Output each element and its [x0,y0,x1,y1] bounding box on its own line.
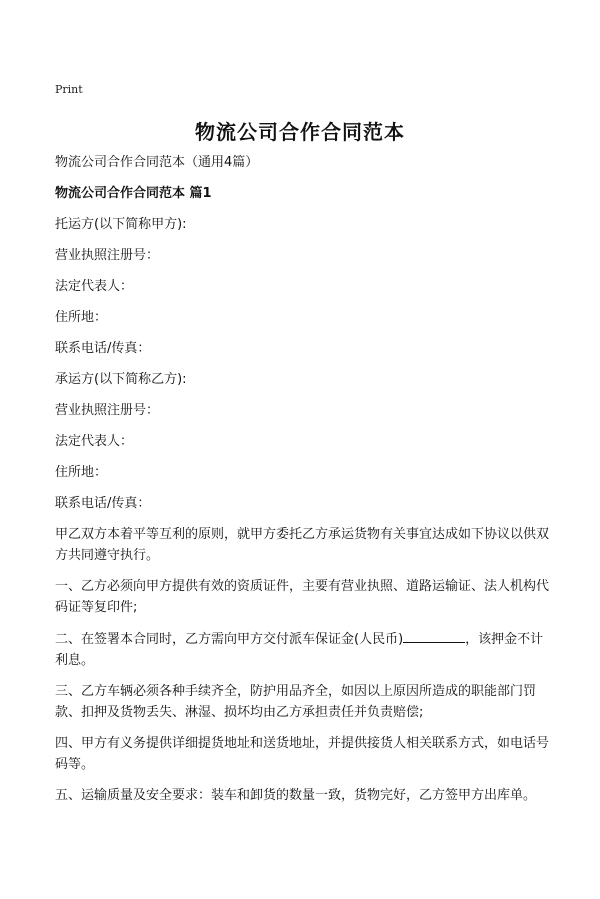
party-a-legal-rep: 法定代表人： [55,279,134,294]
party-a-contact: 联系电话/传真： [55,341,151,356]
document-title: 物流公司合作合同范本 [195,120,405,144]
party-a-address: 住所地： [55,310,108,325]
party-b-address: 住所地： [55,465,108,480]
clause-3: 三、乙方车辆必须各种手续齐全，防护用品齐全，如因以上原因所造成的职能部门罚款、扣押及货物丢失、淋湿、损坏均由乙方承担责任并负责赔偿; [55,684,537,720]
document-body [55,152,552,816]
party-a-license: 营业执照注册号： [55,248,160,263]
party-b-legal-rep: 法定代表人： [55,434,134,449]
clause-4: 四、甲方有义务提供详细提货地址和送货地址，并提供接货人相关联系方式，如电话号码等。 [55,736,550,772]
party-b-license: 营业执照注册号： [55,403,160,418]
clause-1: 一、乙方必须向甲方提供有效的资质证件，主要有营业执照、道路运输证、法人机构代码证等复印件; [55,579,550,615]
deposit-amount-blank [403,628,465,643]
section-heading: 物流公司合作合同范本 篇1 [55,186,212,201]
preamble-paragraph: 甲乙双方本着平等互利的原则，就甲方委托乙方承运货物有关事宜达成如下协议以供双方共同遵守执行。 [55,527,550,563]
party-b-label: 承运方(以下简称乙方): [55,372,187,387]
print-label: Print [55,83,83,96]
clause-2-text-before: 二、在签署本合同时，乙方需向甲方交付派车保证金(人民币) [55,632,404,647]
clause-5: 五、运输质量及安全要求：装车和卸货的数量一致，货物完好，乙方签甲方出库单。 [55,788,537,803]
clause-2 [55,628,552,671]
intro-line: 物流公司合作合同范本（通用4篇） [55,155,259,170]
party-a-label: 托运方(以下简称甲方): [55,217,187,232]
party-b-contact: 联系电话/传真： [55,496,151,511]
clause-2-text-after: ，该押金不计利息。 [55,632,544,668]
